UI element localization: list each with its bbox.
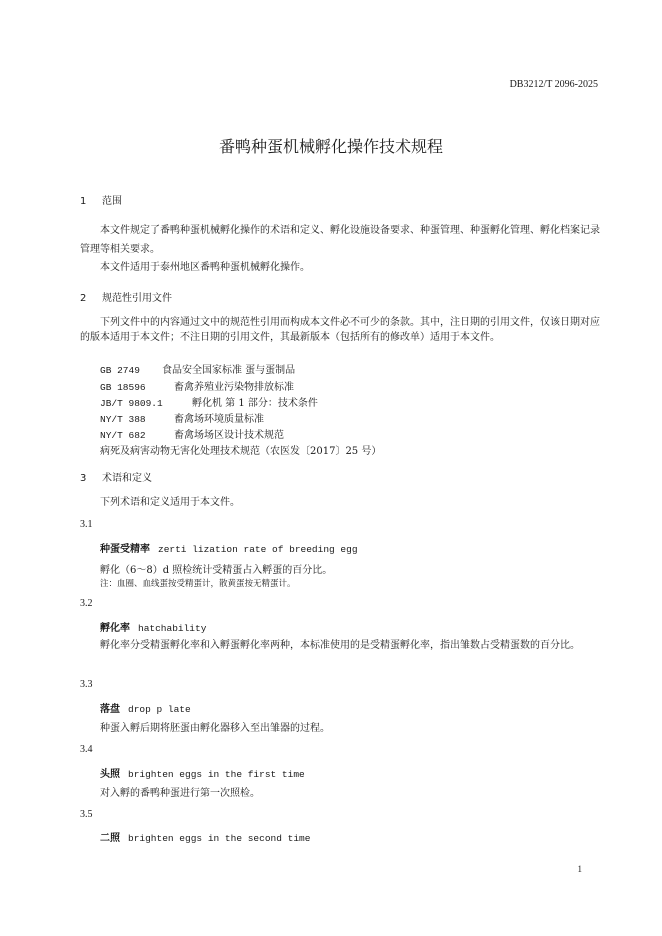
term-number: 3.1 — [80, 519, 93, 530]
section-1-title: 范围 — [102, 196, 122, 207]
section-3-intro: 下列术语和定义适用于本文件。 — [100, 497, 240, 508]
document-number: DB3212/T 2096-2025 — [509, 79, 598, 90]
term-zh: 落盘 — [100, 704, 120, 715]
section-1-paragraph-1: 本文件规定了番鸭种蛋机械孵化操作的术语和定义、孵化设施设备要求、种蛋管理、种蛋孵化管理、孵化档案记录管理等相关要求。 — [80, 225, 600, 255]
term-heading — [100, 829, 310, 844]
term-number: 3.5 — [80, 809, 93, 820]
section-1-paragraph-2: 本文件适用于泰州地区番鸭种蛋机械孵化操作。 — [100, 262, 310, 273]
section-1-heading — [80, 192, 122, 207]
term-heading — [100, 700, 191, 715]
document-title: 番鸭种蛋机械孵化操作技术规程 — [218, 137, 443, 156]
term-note: 注：血圈、血线蛋按受精蛋计，散黄蛋按无精蛋计。 — [100, 579, 296, 589]
section-2-title: 规范性引用文件 — [102, 293, 172, 304]
term-en: hatchability — [138, 623, 207, 634]
reference-code: GB 18596 — [100, 382, 146, 393]
reference-name: 畜禽养殖业污染物排放标准 — [174, 382, 294, 393]
term-en: brighten eggs in the first time — [128, 769, 305, 780]
term-zh: 孵化率 — [100, 623, 130, 634]
term-definition: 种蛋入孵后期将胚蛋由孵化器移入至出雏器的过程。 — [100, 723, 330, 734]
term-heading — [100, 619, 206, 634]
section-1-number: 1 — [80, 196, 87, 207]
term-heading — [100, 765, 305, 780]
page-number: 1 — [577, 864, 582, 874]
reference-name: 畜禽场环境质量标准 — [174, 414, 264, 425]
section-3-title: 术语和定义 — [102, 473, 152, 484]
term-en: drop p late — [128, 704, 191, 715]
term-definition: 孵化（6～8）d 照检统计受精蛋占入孵蛋的百分比。 — [100, 565, 333, 576]
section-2-number: 2 — [80, 293, 87, 304]
reference-item — [100, 426, 284, 441]
reference-name: 食品安全国家标准 蛋与蛋制品 — [162, 365, 296, 376]
section-3-number: 3 — [80, 473, 87, 484]
section-2-paragraph: 下列文件中的内容通过文中的规范性引用而构成本文件必不可少的条款。其中，注日期的引用文件，仅该日期对应的版本适用于本文件；不注日期的引用文件，其最新版本（包括所有的修改单）适用于本文件。 — [80, 317, 600, 343]
reference-name: 孵化机 第 1 部分：技术条件 — [192, 398, 318, 409]
term-en: zerti lization rate of breeding egg — [158, 544, 358, 555]
term-zh: 头照 — [100, 769, 120, 780]
term-definition: 孵化率分受精蛋孵化率和入孵蛋孵化率两种，本标准使用的是受精蛋孵化率，指出雏数占受精蛋数的百分比。 — [100, 640, 580, 651]
reference-item — [100, 410, 264, 425]
section-2-heading — [80, 289, 172, 304]
term-number: 3.4 — [80, 744, 93, 755]
reference-code: NY/T 682 — [100, 430, 146, 441]
term-heading — [100, 540, 358, 555]
term-definition: 对入孵的番鸭种蛋进行第一次照检。 — [100, 788, 260, 799]
section-3-heading — [80, 469, 152, 484]
reference-item — [100, 378, 294, 393]
term-number: 3.3 — [80, 679, 93, 690]
term-en: brighten eggs in the second time — [128, 833, 311, 844]
reference-item — [100, 361, 295, 376]
term-number: 3.2 — [80, 598, 93, 609]
term-zh: 种蛋受精率 — [100, 544, 150, 555]
reference-name: 畜禽场场区设计技术规范 — [174, 430, 284, 441]
reference-code: JB/T 9809.1 — [100, 398, 163, 409]
reference-code: GB 2749 — [100, 365, 140, 376]
term-zh: 二照 — [100, 833, 120, 844]
reference-item-last: 病死及病害动物无害化处理技术规范（农医发〔2017〕25 号） — [100, 446, 382, 457]
reference-item — [100, 394, 318, 409]
reference-code: NY/T 388 — [100, 414, 146, 425]
